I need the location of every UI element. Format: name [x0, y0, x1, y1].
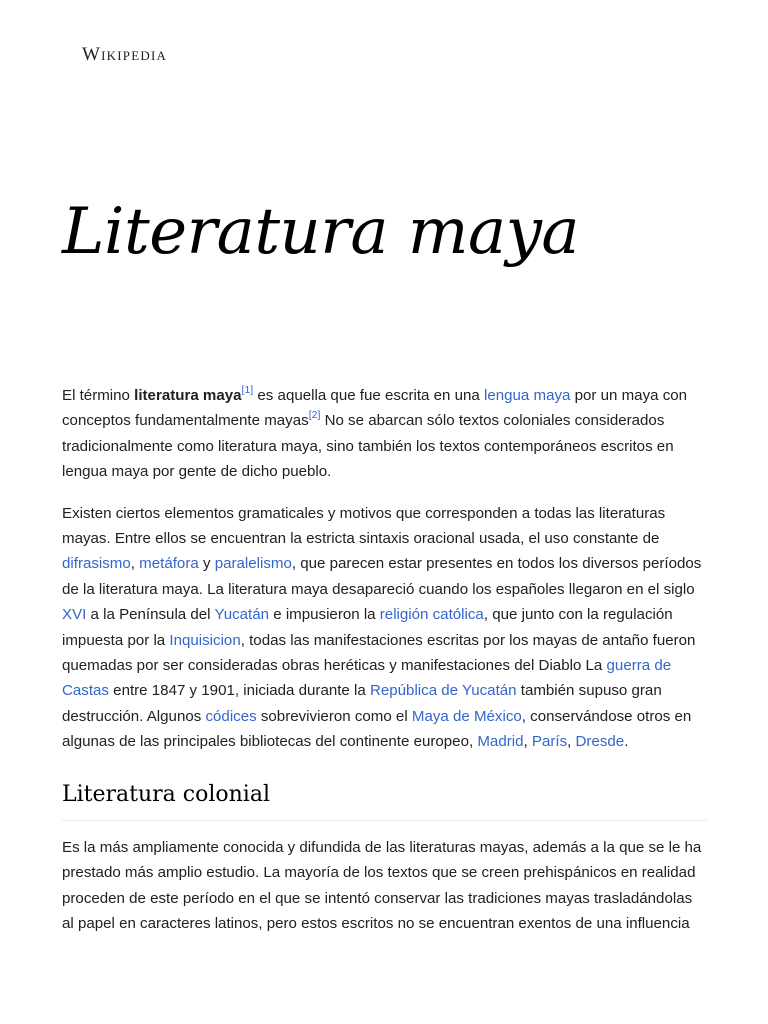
text: entre 1847 y 1901, iniciada durante la: [108, 682, 370, 700]
reference-1: [242, 384, 254, 396]
link-xvi[interactable]: XVI: [62, 606, 87, 624]
text: ,: [523, 733, 532, 751]
text: y: [198, 555, 215, 573]
text: Existen ciertos elementos gramaticales y motivos que corresponden a todas las literaturas mayas. Entre ellos se encuentran la estricta sintaxis oracional usada, el uso constante de: [62, 504, 666, 548]
wikipedia-wordmark[interactable]: Wikipedia: [82, 44, 168, 65]
paragraph-intro: [62, 383, 707, 485]
text: , todas las manifestaciones escritas por los mayas de antaño fueron quemadas por ser consideradas obras heréticas y manifestaciones del Diablo La: [62, 631, 696, 675]
reference-2: [309, 409, 321, 421]
section-heading-literatura-colonial: Literatura colonial: [62, 779, 707, 821]
text: es aquella que fue escrita en una: [253, 387, 484, 404]
paragraph-colonial: Es la más ampliamente conocida y difundida de las literaturas mayas, además a la que se le ha prestado más amplio estudio. La mayoría de los textos que se creen prehispánicos en realidad proceden de este período en el que se intentó conservar las tradiciones mayas trasladándolas al papel en caracteres latinos, pero estos escritos no se encuentran exentos de una influencia: [62, 838, 702, 932]
link-paralelismo[interactable]: paralelismo: [214, 555, 292, 573]
text: , conservándose otros en algunas de las principales bibliotecas del continente europeo,: [62, 707, 692, 751]
text: No se abarcan sólo textos coloniales considerados tradicionalmente como literatura maya, sino también los textos contemporáneos escritos en lengua maya por gente de dicho pueblo.: [62, 412, 674, 481]
text: también supuso gran destrucción. Algunos: [62, 682, 662, 725]
link-yucatan[interactable]: Yucatán: [214, 606, 270, 624]
link-difrasismo[interactable]: difrasismo: [62, 555, 131, 573]
link-republica-de-yucatan[interactable]: República de Yucatán: [369, 682, 517, 700]
link-metafora[interactable]: metáfora: [139, 555, 199, 573]
link-inquisicion[interactable]: Inquisicion: [169, 631, 241, 649]
link-codices[interactable]: códices: [205, 707, 257, 725]
link-dresde[interactable]: Dresde: [575, 733, 625, 751]
paragraph-history: [62, 501, 707, 755]
link-religion-catolica[interactable]: religión católica: [379, 606, 484, 624]
link-madrid[interactable]: Madrid: [477, 733, 524, 751]
page-title: Literatura maya: [62, 195, 579, 269]
text: , que parecen estar presentes en todos los diversos períodos de la literatura maya. La literatura maya desapareció cuando los españoles llegaron en el siglo: [62, 555, 702, 598]
text: ,: [130, 555, 140, 573]
text: El término: [62, 387, 135, 404]
link-guerra-de-castas[interactable]: guerra de Castas: [62, 657, 672, 700]
link-lengua-maya[interactable]: lengua maya: [483, 387, 571, 404]
text: , que junto con la regulación impuesta por la: [62, 606, 673, 649]
text: por un maya con conceptos fundamentalmente mayas: [62, 387, 688, 430]
link-maya-de-mexico[interactable]: Maya de México: [411, 707, 522, 725]
article-body: [62, 383, 707, 952]
bold-term: literatura maya: [134, 387, 242, 404]
text: a la Península del: [86, 606, 215, 624]
text: e impusieron la: [269, 606, 380, 624]
link-paris[interactable]: París: [531, 733, 568, 751]
reference-link-2[interactable]: [2]: [308, 409, 321, 422]
text: sobrevivieron como el: [256, 707, 412, 725]
reference-link-1[interactable]: [1]: [241, 384, 254, 396]
text: ,: [567, 733, 576, 751]
text: .: [624, 733, 629, 751]
